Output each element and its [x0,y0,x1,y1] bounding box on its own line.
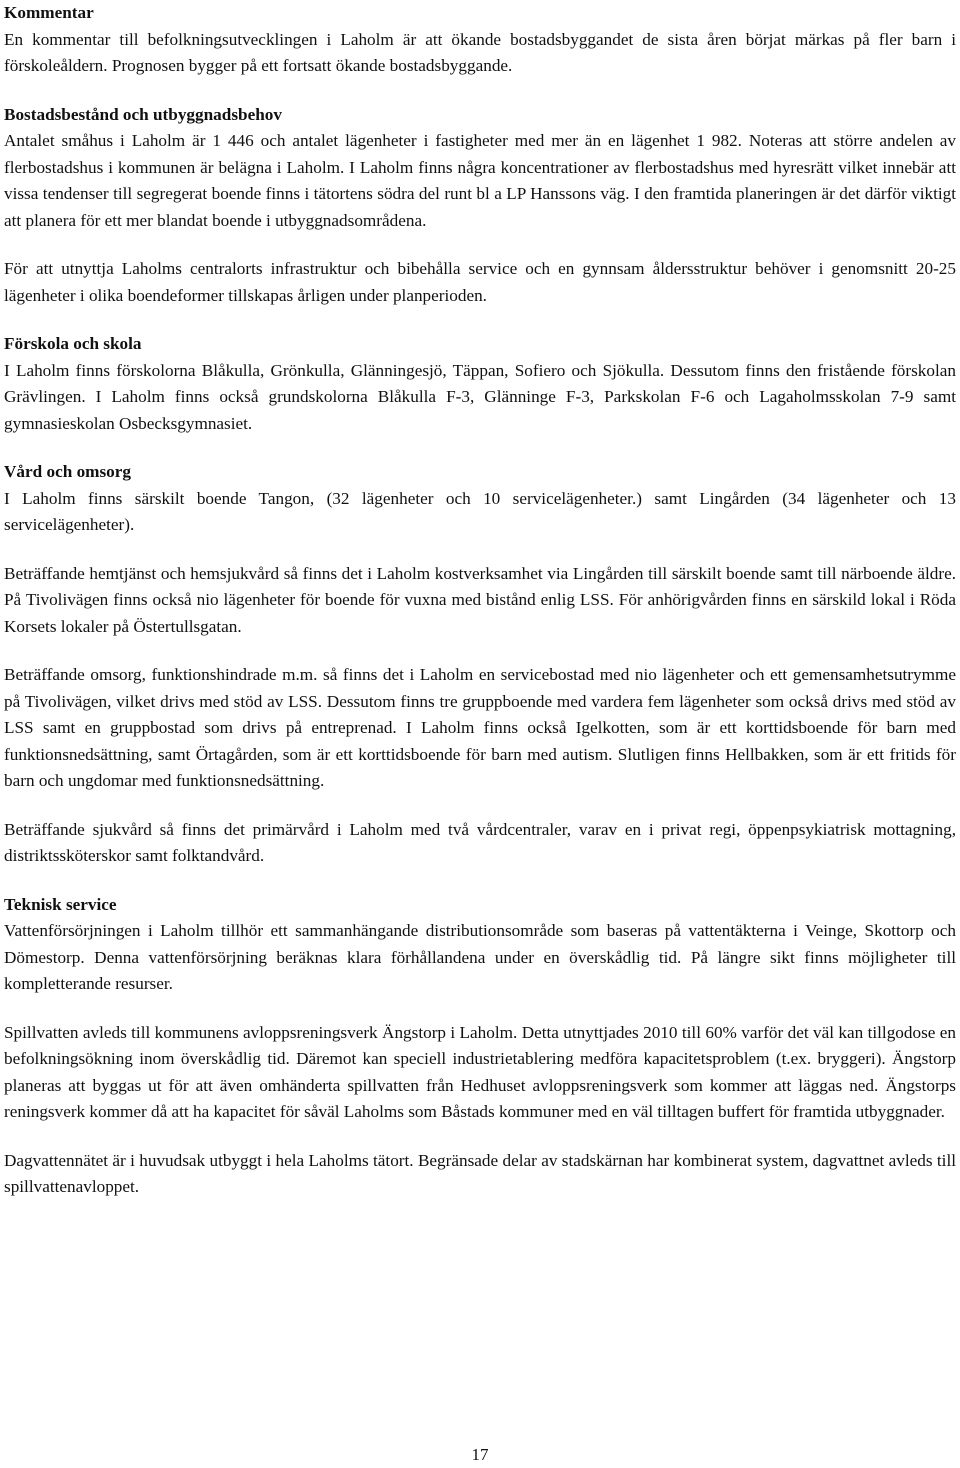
section-vard-omsorg [4,459,956,539]
section-teknisk-service [4,892,956,998]
paragraph: Beträffande omsorg, funktionshindrade m.m. så finns det i Laholm en servicebostad med nio lägenheter och ett gemensamhetsutrymme på Tivolivägen, vilket drivs med stöd av LSS. Dessutom finns tre gruppboende med vardera fem lägenheter som också drivs med stöd av LSS samt en gruppbostad som drivs på entreprenad. I Laholm finns också Igelkotten, som är ett korttidsboende för barn med funktionsnedsättning, samt Örtagården, som är ett korttidsboende för barn med autism. Slutligen finns Hellbakken, som är ett fritids för barn och ungdomar med funktionsnedsättning. [4,665,956,790]
paragraph: För att utnyttja Laholms centralorts infrastruktur och bibehålla service och en gynnsam åldersstruktur behöver i genomsnitt 20-25 lägenheter i olika boendeformer tillskapas årligen under planperioden. [4,259,956,305]
section-heading: Förskola och skola [4,334,142,353]
paragraph: Beträffande hemtjänst och hemsjukvård så finns det i Laholm kostverksamhet via Lingården till särskilt boende samt till närboende äldre. På Tivolivägen finns också nio lägenheter för boende för vuxna med bistånd enlig LSS. För anhörigvården finns en särskild lokal i Röda Korsets lokaler på Östertullsgatan. [4,563,956,636]
paragraph: I Laholm finns särskilt boende Tangon, (32 lägenheter och 10 servicelägenheter.) samt Lingården (34 lägenheter och 13 servicelägenheter). [4,488,956,534]
paragraph: Vattenförsörjningen i Laholm tillhör ett sammanhängande distributionsområde som baseras på vattentäkterna i Veinge, Skottorp och Dömestorp. Denna vattenförsörjning beräknas klara förhållandena under en överskådlig tid. På längre sikt finns möjligheter till kompletterande resurser. [4,921,956,993]
section-heading: Vård och omsorg [4,462,131,481]
paragraph: Antalet småhus i Laholm är 1 446 och antalet lägenheter i fastigheter med mer än en lägenhet 1 982. Noteras att större andelen av flerbostadshus i kommunen är belägna i Laholm. I Laholm finns några koncentrationer av flerbostadshus med hyresrätt vilket innebär att vissa tendenser till segregerat boende finns i tätortens södra del runt bl a LP Hanssons väg. I den framtida planeringen är det därför viktigt att planera för ett mer blandat boende i utbyggnadsområdena. [4,131,956,230]
section-heading: Teknisk service [4,894,117,914]
document-page [4,0,956,1223]
section-bostadsbestand [4,102,956,235]
paragraph: Spillvatten avleds till kommunens avloppsreningsverk Ängstorp i Laholm. Detta utnyttjades 2010 till 60% varför det väl kan tillgodose en befolkningsökning inom överskådlig tid. Däremot kan speciell industrietablering medföra kapacitetsproblem (t.ex. bryggeri). Ängstorp planeras att byggas ut för att även omhänderta spillvatten från Hedhuset avloppsreningsverk som kommer att läggas ned. Ängstorps reningsverk kommer då att ha kapacitet för såväl Laholms som Båstads kommuner med en väl tilltagen buffert för framtida utbyggnader. [4,1022,956,1121]
paragraph: Dagvattennätet är i huvudsak utbyggt i hela Laholms tätort. Begränsade delar av stadskärnan har kombinerat system, dagvattnet avleds till spillvattenavloppet. [4,1150,956,1196]
paragraph: Beträffande sjukvård så finns det primärvård i Laholm med två vårdcentraler, varav en i privat regi, öppenpsykiatrisk mottagning, distriktssköterskor samt folktandvård. [4,819,956,865]
section-kommentar [4,0,956,80]
paragraph: I Laholm finns förskolorna Blåkulla, Grönkulla, Glänningesjö, Täppan, Sofiero och Sjökulla. Dessutom finns den fristående förskolan Grävlingen. I Laholm finns också grundskolorna Blåkulla F-3, Glänninge F-3, Parkskolan F-6 och Lagaholmsskolan 7-9 samt gymnasieskolan Osbecksgymnasiet. [4,360,956,433]
section-heading: Kommentar [4,3,94,22]
paragraph: En kommentar till befolkningsutvecklingen i Laholm är att ökande bostadsbyggandet de sista åren börjat märkas på fler barn i förskoleåldern. Prognosen bygger på ett fortsatt ökande bostadsbyggande. [4,29,956,75]
page-number: 17 [471,1445,489,1464]
section-forskola-skola [4,331,956,437]
section-heading: Bostadsbestånd och utbyggnadsbehov [4,104,282,124]
